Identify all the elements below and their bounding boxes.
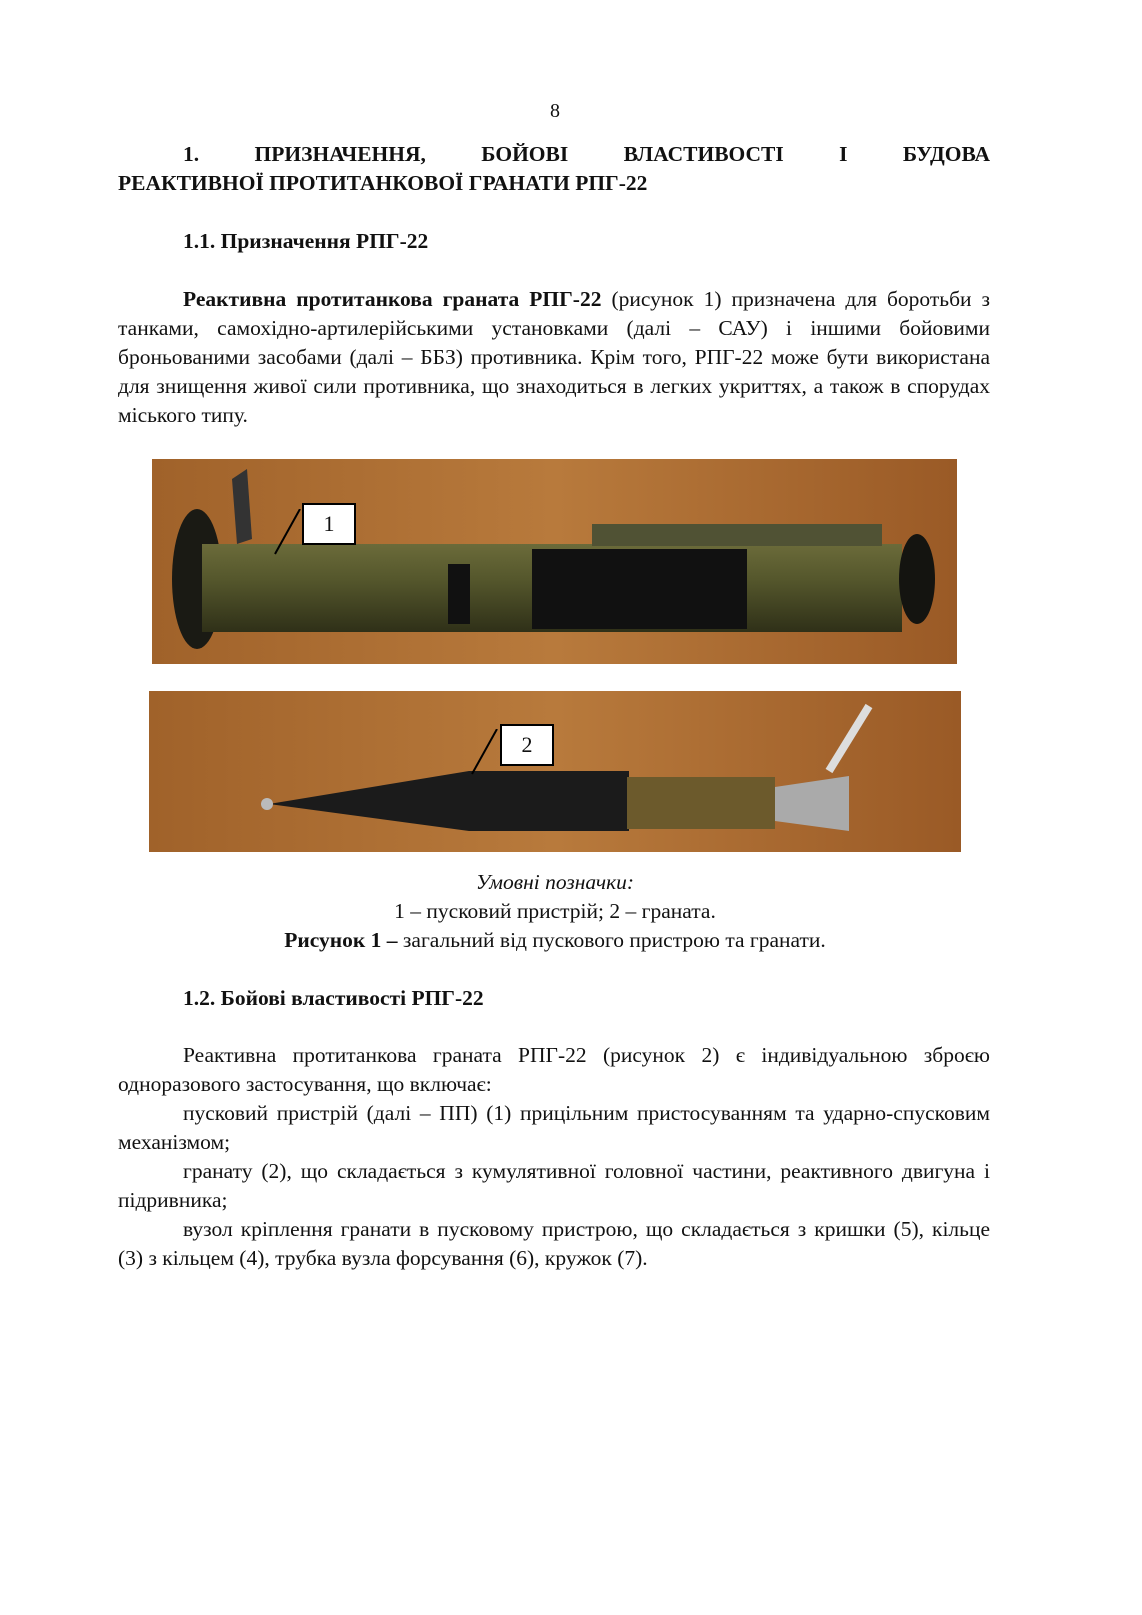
figure-caption [0,926,1110,955]
launcher-photo [152,459,957,664]
paragraph: гранату (2), що складається з кумулятивної головної частини, реактивного двигуна і підривника; [118,1159,990,1212]
grenade-label: 2 [500,724,554,766]
paragraph-bold-lead: Реактивна протитанкова граната РПГ-22 [183,287,602,311]
figure-caption-text: загальний від пускового пристрою та гранати. [397,928,826,952]
section-1-1-paragraph [118,285,990,430]
section-1-1-title: 1.1. Призначення РПГ-22 [183,229,429,253]
paragraph: пусковий пристрій (далі – ПП) (1) прицільним пристосуванням та ударно-спусковим механізмом; [118,1101,990,1154]
paragraph: вузол кріплення гранати в пусковому пристрою, що складається з кришки (5), кільце (3) з кільцем (4), трубка вузла форсування (6), кружок (7). [118,1217,990,1270]
figure-caption-label: Рисунок 1 – [284,928,398,952]
paragraph: Реактивна протитанкова граната РПГ-22 (рисунок 2) є індивідуальною зброєю одноразового застосування, що включає: [118,1043,990,1096]
launcher-illustration [152,459,957,664]
chapter-heading-line-1: 1. ПРИЗНАЧЕННЯ, БОЙОВІ ВЛАСТИВОСТІ І БУДОВА [183,142,990,166]
page-number: 8 [550,100,560,122]
legend-text: 1 – пусковий пристрій; 2 – граната. [394,899,716,923]
launcher-label: 1 [302,503,356,545]
legend-title: Умовні позначки: [475,870,635,894]
grenade-illustration [149,691,961,852]
paragraph-text: (рисунок 1) призначена для боротьби з танками, самохідно-артилерійськими установками (далі – САУ) і іншими бойовими броньованими засобами (далі – ББЗ) противника. Крім того, РПГ-22 може бути використана для знищення живої сили противника, що знаходиться в легких укриттях, а також в спорудах міського типу. [118,287,991,427]
section-1-2-title: 1.2. Бойові властивості РПГ-22 [183,986,484,1010]
section-1-2-body [118,1041,990,1273]
chapter-heading [118,140,990,198]
grenade-photo [149,691,961,852]
chapter-heading-line-2: РЕАКТИВНОЇ ПРОТИТАНКОВОЇ ГРАНАТИ РПГ-22 [118,171,648,195]
